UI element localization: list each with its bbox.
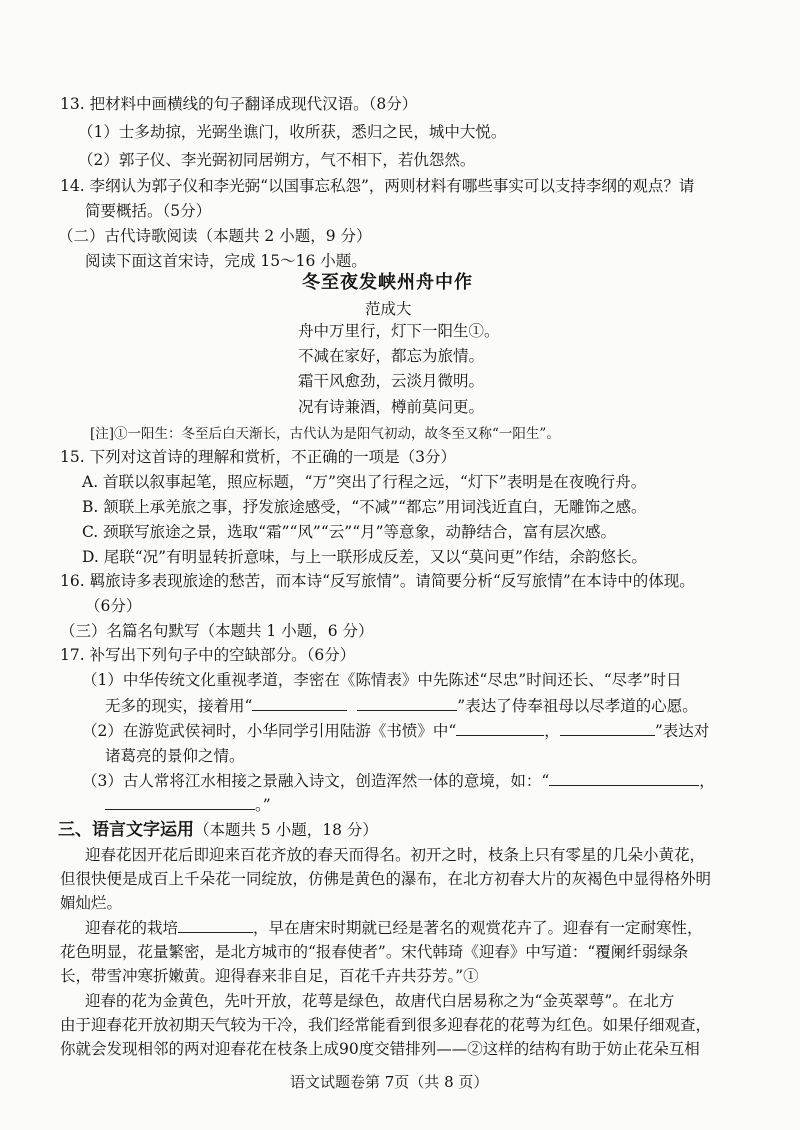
passage-line: 由于迎春花开放初期天气较为干冷，我们经常能看到很多迎春花的花萼为红色。如果仔细观查， [60,1016,712,1034]
passage-line: 你就会发现相邻的两对迎春花在枝条上成90度交错排列——②这样的结构有助于妨止花朵互相 [60,1040,700,1058]
q17-item-2-mid: ， [544,722,560,740]
answer-blank[interactable] [456,721,544,736]
passage-line: 迎春的花为金黄色，先叶开放，花萼是绿色，故唐代白居易称之为“金英翠萼”。在北方 [85,992,675,1010]
answer-blank[interactable] [105,795,255,810]
q17-item-2-line-2: 诸葛亮的景仰之情。 [105,747,245,765]
q15-option: B. 颔联上承羌旅之事，抒发旅途感受，“不减”“都忘”用词浅近直白，无雕饰之感。 [82,498,647,516]
poem-line: 霜干风愈劲，云淡月微明。 [298,372,485,390]
passage-line: 但很快便是成百上千朵花一同绽放，仿佛是黄色的瀑布，在北方初春大片的灰褐色中显得格外明 [60,870,712,888]
q15-option: D. 尾联“况”有明显转折意味，与上一联形成反差，又以“莫问更”作结，余韵悠长。 [82,548,647,566]
passage-line [85,918,703,938]
q17-stem: 17. 补写出下列句子中的空缺部分。（6分） [60,646,356,664]
q13-stem: 13. 把材料中画横线的句子翻译成现代汉语。（8分） [60,95,418,113]
answer-blank[interactable] [357,696,457,711]
q17-item-3-end: 。” [255,796,271,814]
answer-blank[interactable] [252,696,347,711]
passage-line: 迎春花因开花后即迎来百花齐放的春天而得名。初开之时，枝条上只有零星的几朵小黄花， [85,846,706,864]
q15-option: C. 颈联写旅途之景，选取“霜”“风”“云”“月”等意象，动静结合，富有层次感。 [82,523,617,541]
section-2-heading: （二）古代诗歌阅读（本题共 2 小题，9 分） [58,227,372,245]
q17-item-3-post: ， [699,772,715,790]
answer-blank[interactable] [549,771,699,786]
passage-line: 花色明显，花量繁密，是北方城市的“报春使者”。宋代韩琦《迎春》中写道：“覆阑纤弱绿条 [60,943,689,961]
part-3-heading-rest: （本题共 5 小题，18 分） [194,821,378,839]
q17-item-3-line-1 [82,771,715,791]
passage-line: 媚灿烂。 [60,894,123,912]
poem-note: [注]①一阳生：冬至后白天渐长，古代认为是阳气初动，故冬至又称“一阳生”。 [90,426,560,442]
q15-option: A. 首联以叙事起笔，照应标题，“万”突出了行程之远，“灯下”表明是在夜晚行舟。 [82,473,647,491]
q17-item-3-pre: （3）古人常将江水相接之景融入诗文，创造浑然一体的意境，如：“ [82,772,550,790]
q17-item-2-line-1 [82,721,709,741]
poem-line: 舟中万里行，灯下一阳生①。 [298,322,500,340]
q14-line-2: 简要概括。（5分） [85,202,212,220]
q13-sentence-1: （1）士多劫掠，光弼坐谯门，收所获，悉归之民，城中大悦。 [78,123,507,141]
poem-author: 范成大 [365,300,412,318]
answer-blank[interactable] [178,918,253,933]
section-2-intro: 阅读下面这首宋诗，完成 15～16 小题。 [85,252,367,270]
q14-line-1: 14. 李纲认为郭子仪和李光弼“以国事忘私怨”，两则材料有哪些事实可以支持李纲的观点？请 [60,177,695,195]
q13-sentence-2: （2）郭子仪、李光弼初同居朔方，气不相下，若仇怨然。 [78,151,476,169]
part-3-heading-bold: 三、语言文字运用 [58,820,194,840]
q17-item-3-line-2 [105,795,271,815]
q17-item-2-pre: （2）在游览武侯祠时，小华同学引用陆游《书愤》中“ [82,722,457,740]
q16-line-2: （6分） [85,597,142,615]
poem-line: 不减在家好，都忘为旅情。 [298,347,485,365]
q15-stem: 15. 下列对这首诗的理解和赏析，不正确的一项是（3分） [60,448,456,466]
q17-item-1-pre: 无多的现实，接着用“ [105,697,253,715]
answer-blank[interactable] [560,721,655,736]
part-3-heading [58,820,378,840]
q17-item-1-line-2 [105,696,698,716]
passage-pre: 迎春花的栽培 [85,919,179,937]
q17-item-1-post: ”表达了侍奉祖母以尽孝道的心愿。 [457,697,698,715]
q16-line-1: 16. 羁旅诗多表现旅途的愁苦，而本诗“反写旅情”。请简要分析“反写旅情”在本诗中的体现。 [60,572,695,590]
section-3-heading: （三）名篇名句默写（本题共 1 小题，6 分） [60,622,374,640]
poem-line: 况有诗兼酒，樽前莫问更。 [298,398,485,416]
page-footer: 语文试题卷第 7页（共 8 页） [290,1073,489,1091]
q17-item-2-post: ”表达对 [654,722,710,740]
poem-title: 冬至夜发峡州舟中作 [302,272,473,293]
passage-post: ，早在唐宋时期就已经是著名的观赏花卉了。迎春有一定耐寒性， [253,919,703,937]
passage-line: 长，带雪冲寒折嫩黄。迎得春来非自足，百花千卉共芬芳。”① [60,967,479,985]
q17-item-1-line-1: （1）中华传统文化重视孝道，李密在《陈情表》中先陈述“尽忠”时间还长、“尽孝”时日 [82,671,682,689]
